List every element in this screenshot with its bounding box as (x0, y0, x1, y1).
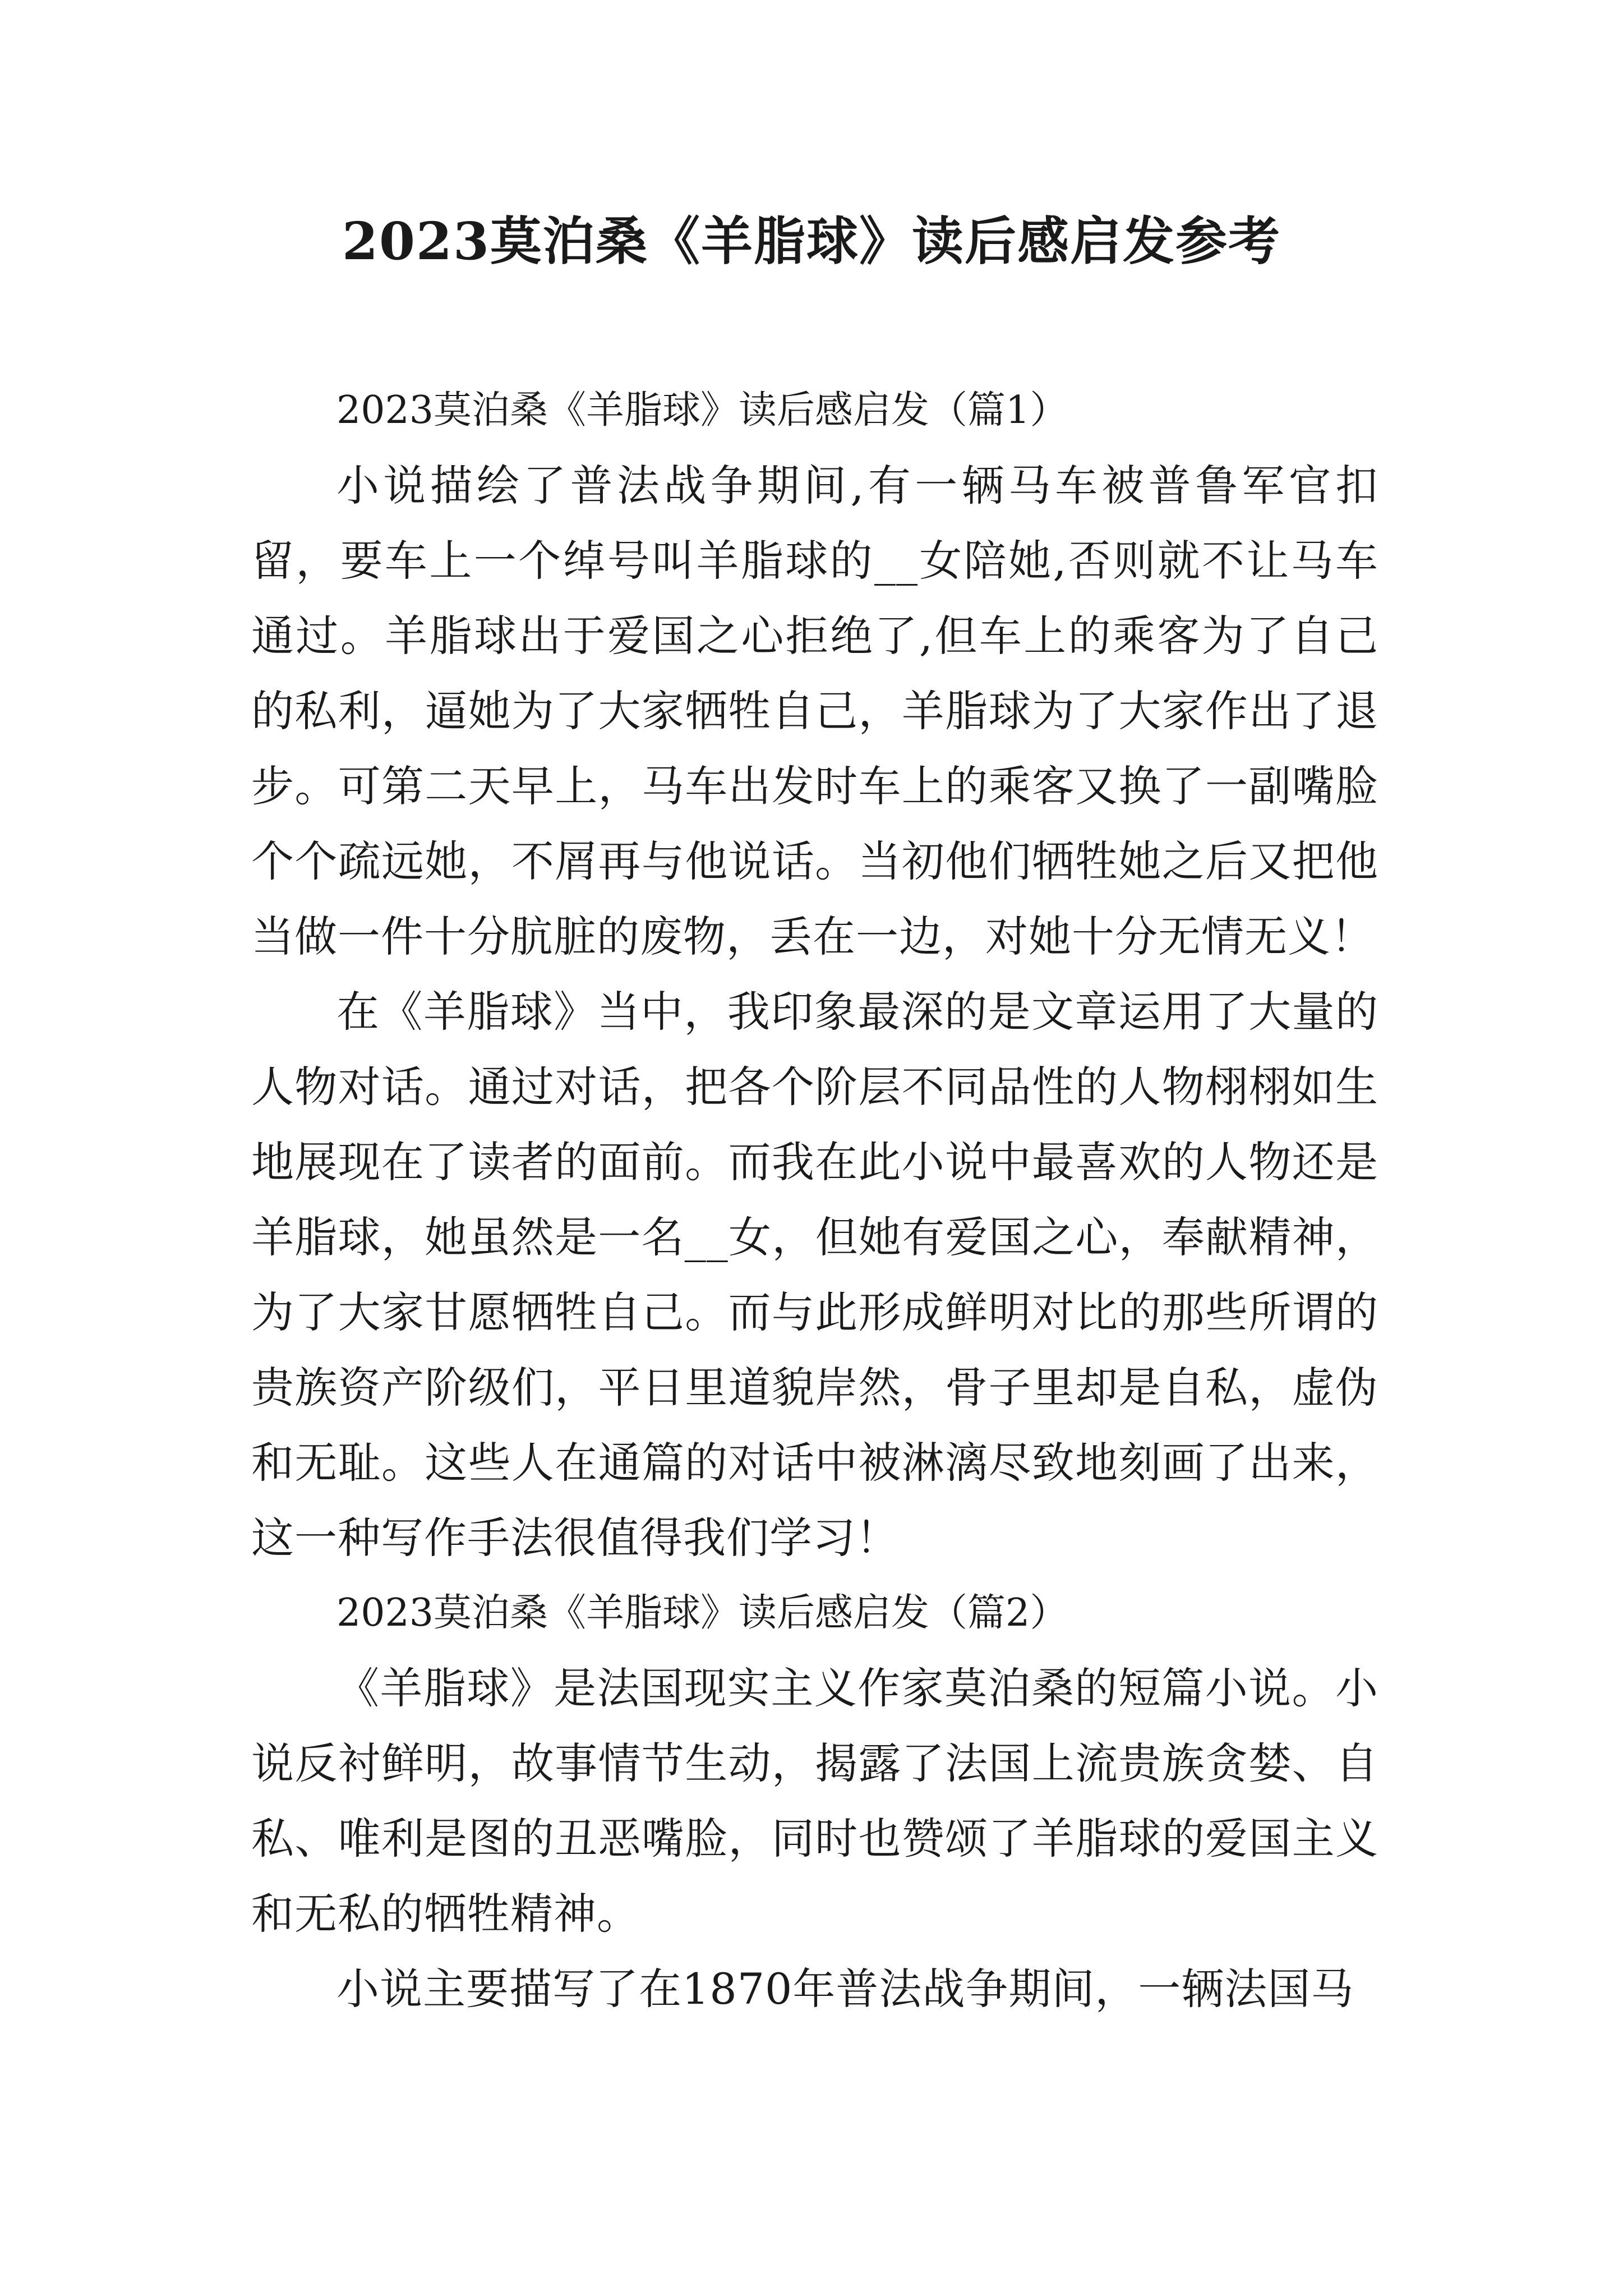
document-body (251, 373, 1378, 2027)
paragraph: 小说描绘了普法战争期间,有一辆马车被普鲁军官扣留，要车上一个绰号叫羊脂球的__女陪她,否则就不让马车通过。羊脂球出于爱国之心拒绝了,但车上的乘客为了自己的私利，逼她为了大家牺牲自己，羊脂球为了大家作出了退步。可第二天早上，马车出发时车上的乘客又换了一副嘴脸个个疏远她，不屑再与他说话。当初他们牺牲她之后又把他当做一件十分肮脏的废物，丢在一边，对她十分无情无义！ (251, 461, 1378, 961)
paragraph: 《羊脂球》是法国现实主义作家莫泊桑的短篇小说。小说反衬鲜明，故事情节生动，揭露了法国上流贵族贪婪、自私、唯利是图的丑恶嘴脸，同时也赞颂了羊脂球的爱国主义和无私的牺牲精神。 (251, 1663, 1378, 1939)
section-heading-2: 2023莫泊桑《羊脂球》读后感启发（篇2） (336, 1591, 1068, 1635)
section-heading-1: 2023莫泊桑《羊脂球》读后感启发（篇1） (336, 388, 1068, 432)
paragraph: 在《羊脂球》当中，我印象最深的是文章运用了大量的人物对话。通过对话，把各个阶层不同品性的人物栩栩如生地展现在了读者的面前。而我在此小说中最喜欢的人物还是羊脂球，她虽然是一名__女，但她有爱国之心，奉献精神，为了大家甘愿牺牲自己。而与此形成鲜明对比的那些所谓的贵族资产阶级们，平日里道貌岸然，骨子里却是自私，虚伪和无耻。这些人在通篇的对话中被淋漓尽致地刻画了出来，这一种写作手法很值得我们学习！ (251, 987, 1378, 1563)
paragraph: 小说主要描写了在1870年普法战争期间，一辆法国马 (336, 1964, 1354, 2014)
document-title: 2023莫泊桑《羊脂球》读后感启发参考 (342, 211, 1281, 272)
